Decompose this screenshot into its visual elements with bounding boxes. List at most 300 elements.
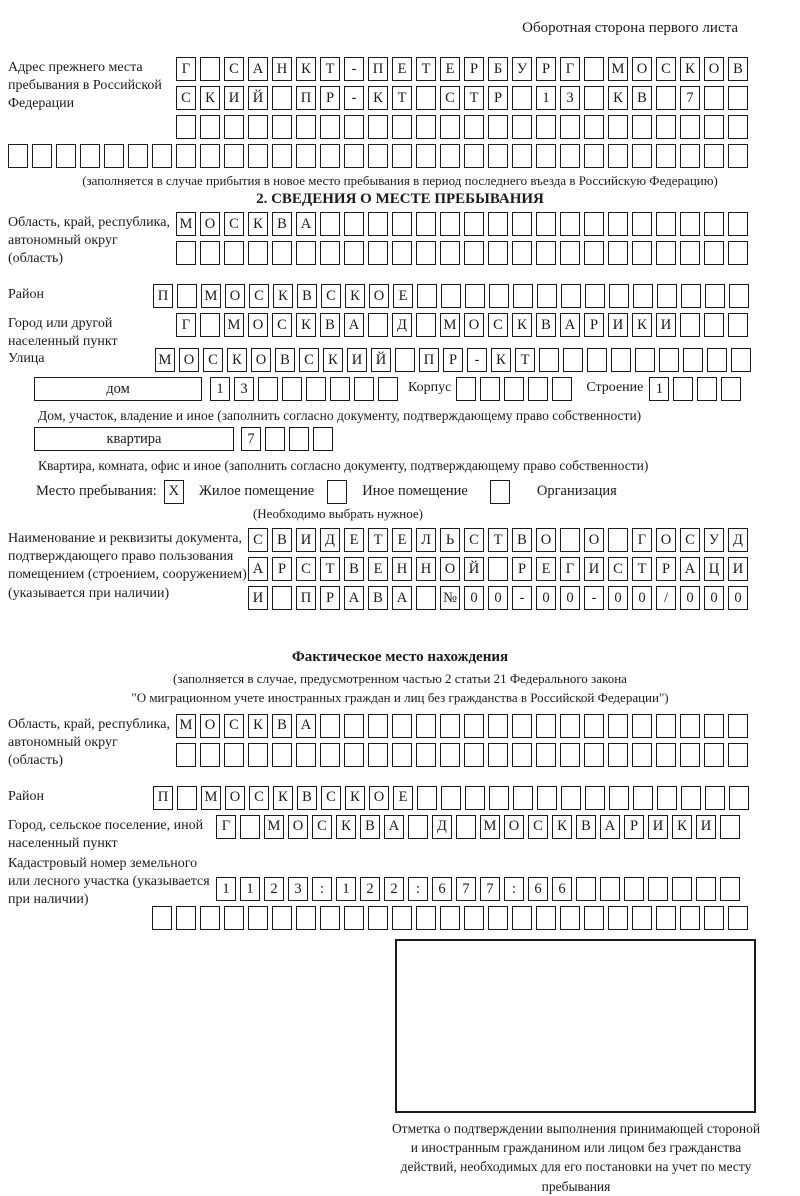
char-cell[interactable] <box>464 714 484 738</box>
char-cell[interactable] <box>265 427 285 451</box>
char-cell[interactable] <box>240 815 260 839</box>
char-cell[interactable]: И <box>608 313 628 337</box>
char-cell[interactable] <box>488 212 508 236</box>
char-cell[interactable] <box>584 115 604 139</box>
char-cell[interactable] <box>728 714 748 738</box>
char-cell[interactable] <box>680 743 700 767</box>
char-cell[interactable] <box>177 786 197 810</box>
char-cell[interactable]: В <box>368 586 388 610</box>
char-cell[interactable] <box>440 906 460 930</box>
char-cell[interactable]: Р <box>512 557 532 581</box>
char-cell[interactable]: О <box>288 815 308 839</box>
char-cell[interactable]: О <box>248 313 268 337</box>
char-cell[interactable] <box>729 284 749 308</box>
char-cell[interactable]: Н <box>416 557 436 581</box>
char-cell[interactable]: А <box>600 815 620 839</box>
char-cell[interactable] <box>368 714 388 738</box>
char-cell[interactable] <box>480 377 500 401</box>
char-cell[interactable] <box>683 348 703 372</box>
char-cell[interactable]: И <box>584 557 604 581</box>
char-cell[interactable]: И <box>728 557 748 581</box>
char-cell[interactable] <box>488 906 508 930</box>
char-cell[interactable] <box>176 115 196 139</box>
char-cell[interactable]: 0 <box>464 586 484 610</box>
char-cell[interactable]: С <box>176 86 196 110</box>
char-cell[interactable] <box>576 877 596 901</box>
char-cell[interactable] <box>648 877 668 901</box>
char-cell[interactable] <box>600 877 620 901</box>
char-cell[interactable] <box>344 241 364 265</box>
char-cell[interactable]: С <box>321 786 341 810</box>
char-cell[interactable]: А <box>384 815 404 839</box>
char-cell[interactable] <box>416 212 436 236</box>
char-cell[interactable] <box>224 906 244 930</box>
char-cell[interactable] <box>536 144 556 168</box>
char-cell[interactable] <box>416 906 436 930</box>
char-cell[interactable] <box>536 743 556 767</box>
char-cell[interactable]: А <box>392 586 412 610</box>
char-cell[interactable]: С <box>321 284 341 308</box>
char-cell[interactable] <box>656 906 676 930</box>
char-cell[interactable]: Г <box>176 313 196 337</box>
char-cell[interactable] <box>513 284 533 308</box>
char-cell[interactable] <box>728 906 748 930</box>
char-cell[interactable]: О <box>225 786 245 810</box>
char-cell[interactable] <box>456 815 476 839</box>
char-cell[interactable] <box>585 786 605 810</box>
char-cell[interactable] <box>224 144 244 168</box>
char-cell[interactable]: К <box>491 348 511 372</box>
char-cell[interactable] <box>704 212 724 236</box>
char-cell[interactable]: К <box>552 815 572 839</box>
char-cell[interactable] <box>584 714 604 738</box>
char-cell[interactable] <box>656 714 676 738</box>
char-cell[interactable] <box>488 714 508 738</box>
char-cell[interactable]: О <box>632 57 652 81</box>
char-cell[interactable]: 0 <box>632 586 652 610</box>
char-cell[interactable] <box>464 743 484 767</box>
char-cell[interactable] <box>104 144 124 168</box>
char-cell[interactable] <box>488 241 508 265</box>
char-cell[interactable]: С <box>249 786 269 810</box>
char-cell[interactable] <box>512 241 532 265</box>
char-cell[interactable] <box>728 212 748 236</box>
char-cell[interactable] <box>584 241 604 265</box>
char-cell[interactable] <box>488 144 508 168</box>
char-cell[interactable]: Й <box>371 348 391 372</box>
char-cell[interactable]: Г <box>560 557 580 581</box>
char-cell[interactable] <box>512 115 532 139</box>
char-cell[interactable] <box>608 528 628 552</box>
char-cell[interactable]: 3 <box>234 377 254 401</box>
char-cell[interactable] <box>552 377 572 401</box>
char-cell[interactable]: В <box>576 815 596 839</box>
char-cell[interactable]: С <box>203 348 223 372</box>
char-cell[interactable] <box>720 877 740 901</box>
char-cell[interactable] <box>320 212 340 236</box>
char-cell[interactable] <box>272 906 292 930</box>
char-cell[interactable] <box>584 57 604 81</box>
char-cell[interactable] <box>272 144 292 168</box>
char-cell[interactable] <box>536 115 556 139</box>
char-cell[interactable] <box>608 241 628 265</box>
char-cell[interactable]: 7 <box>241 427 261 451</box>
char-cell[interactable]: 6 <box>528 877 548 901</box>
char-cell[interactable]: О <box>251 348 271 372</box>
char-cell[interactable] <box>697 377 717 401</box>
char-cell[interactable] <box>176 906 196 930</box>
char-cell[interactable] <box>200 313 220 337</box>
char-cell[interactable] <box>416 714 436 738</box>
char-cell[interactable] <box>464 906 484 930</box>
char-cell[interactable]: Д <box>392 313 412 337</box>
char-cell[interactable]: Л <box>416 528 436 552</box>
char-cell[interactable] <box>707 348 727 372</box>
char-cell[interactable]: К <box>273 284 293 308</box>
char-cell[interactable]: 2 <box>360 877 380 901</box>
char-cell[interactable]: А <box>344 313 364 337</box>
char-cell[interactable] <box>344 144 364 168</box>
char-cell[interactable] <box>680 313 700 337</box>
char-cell[interactable] <box>456 377 476 401</box>
char-cell[interactable] <box>296 743 316 767</box>
char-cell[interactable] <box>608 144 628 168</box>
char-cell[interactable] <box>392 743 412 767</box>
char-cell[interactable] <box>561 786 581 810</box>
char-cell[interactable] <box>200 743 220 767</box>
char-cell[interactable]: В <box>360 815 380 839</box>
char-cell[interactable] <box>673 377 693 401</box>
char-cell[interactable] <box>728 86 748 110</box>
char-cell[interactable]: П <box>296 586 316 610</box>
char-cell[interactable] <box>176 241 196 265</box>
char-cell[interactable] <box>539 348 559 372</box>
char-cell[interactable]: В <box>320 313 340 337</box>
char-cell[interactable]: Р <box>320 586 340 610</box>
char-cell[interactable]: М <box>480 815 500 839</box>
char-cell[interactable]: : <box>408 877 428 901</box>
char-cell[interactable] <box>272 743 292 767</box>
char-cell[interactable]: 1 <box>216 877 236 901</box>
char-cell[interactable] <box>392 115 412 139</box>
char-cell[interactable] <box>537 284 557 308</box>
char-cell[interactable] <box>368 241 388 265</box>
char-cell[interactable] <box>656 115 676 139</box>
char-cell[interactable]: Т <box>416 57 436 81</box>
char-cell[interactable]: К <box>200 86 220 110</box>
char-cell[interactable]: И <box>648 815 668 839</box>
char-cell[interactable]: - <box>512 586 532 610</box>
char-cell[interactable] <box>680 115 700 139</box>
char-cell[interactable]: О <box>225 284 245 308</box>
char-cell[interactable]: Й <box>464 557 484 581</box>
char-cell[interactable] <box>560 714 580 738</box>
char-cell[interactable] <box>632 212 652 236</box>
char-cell[interactable]: Р <box>272 557 292 581</box>
char-cell[interactable]: 1 <box>536 86 556 110</box>
char-cell[interactable]: М <box>201 284 221 308</box>
char-cell[interactable] <box>680 714 700 738</box>
char-cell[interactable] <box>128 144 148 168</box>
char-cell[interactable] <box>464 115 484 139</box>
char-cell[interactable]: Е <box>536 557 556 581</box>
char-cell[interactable]: Т <box>488 528 508 552</box>
char-cell[interactable]: - <box>344 86 364 110</box>
char-cell[interactable] <box>368 115 388 139</box>
char-cell[interactable]: 1 <box>210 377 230 401</box>
char-cell[interactable]: А <box>560 313 580 337</box>
char-cell[interactable] <box>632 241 652 265</box>
char-cell[interactable] <box>320 115 340 139</box>
char-cell[interactable] <box>632 144 652 168</box>
char-cell[interactable] <box>672 877 692 901</box>
char-cell[interactable]: : <box>504 877 524 901</box>
char-cell[interactable] <box>680 212 700 236</box>
char-cell[interactable]: И <box>224 86 244 110</box>
char-cell[interactable]: И <box>696 815 716 839</box>
char-cell[interactable]: Е <box>440 57 460 81</box>
char-cell[interactable]: В <box>275 348 295 372</box>
char-cell[interactable]: О <box>369 284 389 308</box>
char-cell[interactable] <box>313 427 333 451</box>
char-cell[interactable]: И <box>296 528 316 552</box>
char-cell[interactable]: : <box>312 877 332 901</box>
char-cell[interactable] <box>633 786 653 810</box>
char-cell[interactable] <box>272 586 292 610</box>
char-cell[interactable]: Р <box>624 815 644 839</box>
char-cell[interactable]: В <box>272 714 292 738</box>
char-cell[interactable] <box>344 714 364 738</box>
char-cell[interactable]: О <box>656 528 676 552</box>
char-cell[interactable]: 2 <box>264 877 284 901</box>
char-cell[interactable]: 3 <box>560 86 580 110</box>
char-cell[interactable]: Д <box>320 528 340 552</box>
char-cell[interactable] <box>560 115 580 139</box>
char-cell[interactable] <box>680 906 700 930</box>
char-cell[interactable]: С <box>464 528 484 552</box>
char-cell[interactable]: И <box>248 586 268 610</box>
char-cell[interactable]: Т <box>320 557 340 581</box>
char-cell[interactable] <box>587 348 607 372</box>
char-cell[interactable] <box>392 144 412 168</box>
char-cell[interactable]: Г <box>560 57 580 81</box>
char-cell[interactable]: Т <box>464 86 484 110</box>
char-cell[interactable] <box>177 284 197 308</box>
char-cell[interactable] <box>704 144 724 168</box>
char-cell[interactable] <box>272 241 292 265</box>
char-cell[interactable]: И <box>347 348 367 372</box>
char-cell[interactable] <box>704 86 724 110</box>
char-cell[interactable] <box>512 906 532 930</box>
char-cell[interactable]: М <box>224 313 244 337</box>
char-cell[interactable] <box>560 241 580 265</box>
stay-checkbox-residential[interactable]: X <box>164 480 184 504</box>
char-cell[interactable]: - <box>344 57 364 81</box>
char-cell[interactable]: О <box>464 313 484 337</box>
char-cell[interactable]: С <box>249 284 269 308</box>
char-cell[interactable] <box>392 906 412 930</box>
char-cell[interactable]: Т <box>392 86 412 110</box>
char-cell[interactable] <box>368 743 388 767</box>
char-cell[interactable] <box>296 115 316 139</box>
char-cell[interactable]: С <box>440 86 460 110</box>
char-cell[interactable]: 7 <box>480 877 500 901</box>
char-cell[interactable] <box>440 241 460 265</box>
char-cell[interactable]: С <box>608 557 628 581</box>
char-cell[interactable]: П <box>153 284 173 308</box>
char-cell[interactable] <box>258 377 278 401</box>
char-cell[interactable] <box>306 377 326 401</box>
char-cell[interactable] <box>464 212 484 236</box>
char-cell[interactable] <box>320 714 340 738</box>
char-cell[interactable] <box>680 144 700 168</box>
char-cell[interactable] <box>584 212 604 236</box>
char-cell[interactable] <box>560 743 580 767</box>
char-cell[interactable] <box>681 284 701 308</box>
char-cell[interactable] <box>561 284 581 308</box>
char-cell[interactable] <box>248 115 268 139</box>
char-cell[interactable] <box>728 743 748 767</box>
char-cell[interactable]: 6 <box>552 877 572 901</box>
char-cell[interactable] <box>608 714 628 738</box>
char-cell[interactable]: 1 <box>240 877 260 901</box>
char-cell[interactable] <box>441 284 461 308</box>
char-cell[interactable]: С <box>296 557 316 581</box>
char-cell[interactable]: А <box>296 212 316 236</box>
char-cell[interactable] <box>272 86 292 110</box>
char-cell[interactable]: А <box>248 557 268 581</box>
char-cell[interactable] <box>656 743 676 767</box>
char-cell[interactable] <box>656 241 676 265</box>
char-cell[interactable] <box>536 714 556 738</box>
char-cell[interactable]: О <box>440 557 460 581</box>
char-cell[interactable]: 0 <box>488 586 508 610</box>
char-cell[interactable] <box>632 115 652 139</box>
char-cell[interactable]: Р <box>584 313 604 337</box>
char-cell[interactable]: О <box>369 786 389 810</box>
char-cell[interactable] <box>368 313 388 337</box>
char-cell[interactable] <box>176 144 196 168</box>
char-cell[interactable] <box>464 241 484 265</box>
char-cell[interactable] <box>731 348 751 372</box>
char-cell[interactable]: С <box>272 313 292 337</box>
char-cell[interactable]: Г <box>216 815 236 839</box>
char-cell[interactable]: 0 <box>728 586 748 610</box>
char-cell[interactable] <box>560 906 580 930</box>
char-cell[interactable] <box>392 714 412 738</box>
char-cell[interactable]: Е <box>393 284 413 308</box>
char-cell[interactable]: К <box>227 348 247 372</box>
char-cell[interactable]: К <box>368 86 388 110</box>
char-cell[interactable]: С <box>299 348 319 372</box>
char-cell[interactable] <box>512 743 532 767</box>
char-cell[interactable]: П <box>419 348 439 372</box>
char-cell[interactable]: К <box>323 348 343 372</box>
char-cell[interactable] <box>152 906 172 930</box>
char-cell[interactable] <box>344 115 364 139</box>
char-cell[interactable]: С <box>680 528 700 552</box>
char-cell[interactable] <box>656 144 676 168</box>
char-cell[interactable]: Т <box>368 528 388 552</box>
char-cell[interactable] <box>296 241 316 265</box>
char-cell[interactable]: 0 <box>536 586 556 610</box>
char-cell[interactable] <box>248 906 268 930</box>
char-cell[interactable] <box>705 786 725 810</box>
char-cell[interactable] <box>378 377 398 401</box>
char-cell[interactable] <box>728 144 748 168</box>
char-cell[interactable]: К <box>345 284 365 308</box>
char-cell[interactable]: К <box>296 57 316 81</box>
char-cell[interactable] <box>416 586 436 610</box>
char-cell[interactable]: 0 <box>680 586 700 610</box>
char-cell[interactable]: В <box>297 786 317 810</box>
char-cell[interactable] <box>200 906 220 930</box>
char-cell[interactable] <box>368 906 388 930</box>
char-cell[interactable] <box>465 284 485 308</box>
char-cell[interactable] <box>320 144 340 168</box>
char-cell[interactable] <box>330 377 350 401</box>
char-cell[interactable]: В <box>512 528 532 552</box>
char-cell[interactable]: К <box>608 86 628 110</box>
char-cell[interactable]: В <box>272 528 292 552</box>
char-cell[interactable]: М <box>440 313 460 337</box>
char-cell[interactable]: К <box>248 714 268 738</box>
char-cell[interactable] <box>635 348 655 372</box>
char-cell[interactable]: Й <box>248 86 268 110</box>
char-cell[interactable] <box>80 144 100 168</box>
char-cell[interactable] <box>705 284 725 308</box>
char-cell[interactable] <box>657 786 677 810</box>
char-cell[interactable] <box>632 743 652 767</box>
char-cell[interactable] <box>657 284 677 308</box>
char-cell[interactable] <box>344 906 364 930</box>
char-cell[interactable]: Р <box>464 57 484 81</box>
char-cell[interactable]: В <box>344 557 364 581</box>
char-cell[interactable] <box>488 115 508 139</box>
char-cell[interactable] <box>248 241 268 265</box>
char-cell[interactable]: М <box>608 57 628 81</box>
char-cell[interactable]: У <box>512 57 532 81</box>
char-cell[interactable]: К <box>345 786 365 810</box>
char-cell[interactable]: М <box>264 815 284 839</box>
char-cell[interactable] <box>224 241 244 265</box>
char-cell[interactable] <box>152 144 172 168</box>
char-cell[interactable] <box>289 427 309 451</box>
char-cell[interactable]: 0 <box>560 586 580 610</box>
char-cell[interactable]: П <box>368 57 388 81</box>
char-cell[interactable] <box>465 786 485 810</box>
char-cell[interactable] <box>440 115 460 139</box>
char-cell[interactable]: Т <box>632 557 652 581</box>
char-cell[interactable] <box>344 212 364 236</box>
char-cell[interactable]: Р <box>488 86 508 110</box>
char-cell[interactable] <box>441 786 461 810</box>
stay-checkbox-other[interactable] <box>327 480 347 504</box>
char-cell[interactable] <box>704 313 724 337</box>
stay-checkbox-organization[interactable] <box>490 480 510 504</box>
char-cell[interactable]: Р <box>656 557 676 581</box>
char-cell[interactable] <box>563 348 583 372</box>
char-cell[interactable]: Д <box>728 528 748 552</box>
char-cell[interactable]: У <box>704 528 724 552</box>
char-cell[interactable] <box>512 212 532 236</box>
char-cell[interactable] <box>609 786 629 810</box>
char-cell[interactable] <box>417 284 437 308</box>
char-cell[interactable]: - <box>584 586 604 610</box>
char-cell[interactable] <box>464 144 484 168</box>
char-cell[interactable] <box>440 212 460 236</box>
char-cell[interactable] <box>696 877 716 901</box>
